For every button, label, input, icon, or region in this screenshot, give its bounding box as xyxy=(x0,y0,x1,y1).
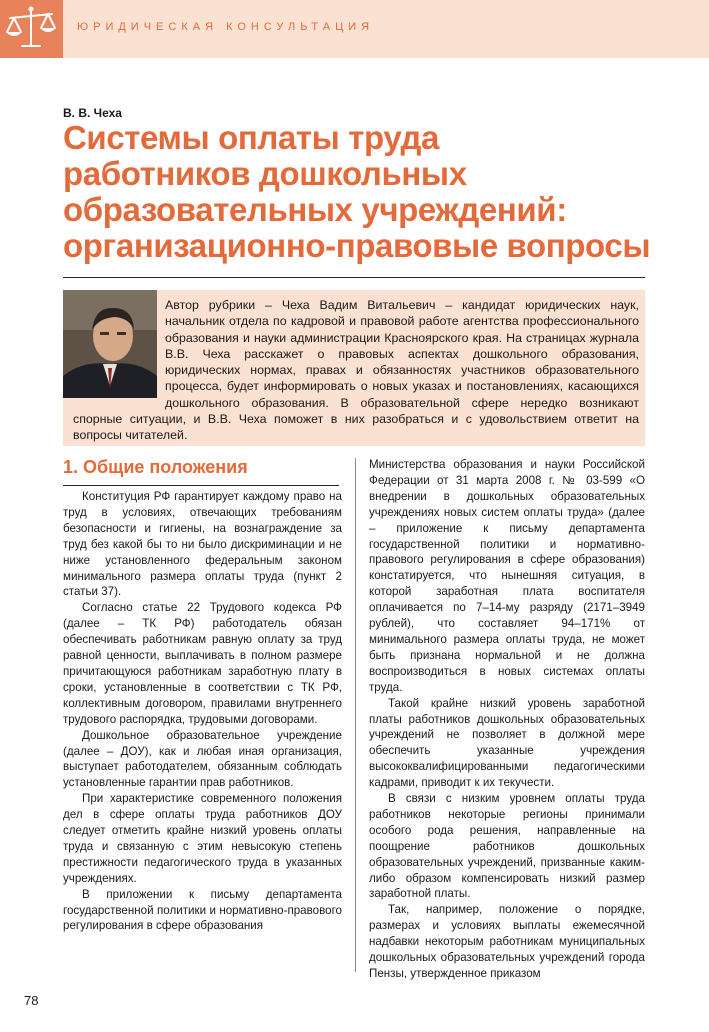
title-line: организационно-правовые вопросы xyxy=(63,227,651,264)
body-paragraph: В приложении к письму департамента государственной политики и нормативно-правового регулирования в сфере образования xyxy=(63,887,342,933)
body-paragraph: Согласно статье 22 Трудового кодекса РФ (далее – ТК РФ) работодатель обязан обеспечивать работникам равную оплату за труд равной ценности, выплачивать в полном размере причитающуюся работникам заработную плату в сроки, установленные в соответствии с ТК РФ, коллективным договором, правилами внутреннего трудового распорядка, трудовыми договорами. xyxy=(63,601,342,726)
author-name: В. В. Чеха xyxy=(63,106,122,120)
intro-text xyxy=(73,297,639,444)
right-column xyxy=(369,457,645,982)
body-paragraph: При характеристике современного положения дел в сфере оплаты труда работников ДОУ следует отметить крайне низкий уровень оплаты труда и связанную с этим невысокую степень престижности педагогического труда в указанных учреждениях. xyxy=(63,792,342,885)
body-paragraph: Конституция РФ гарантирует каждому право на труд в условиях, отвечающих требованиям безопасности и гигиены, на вознаграждение за труд без какой бы то ни было дискриминации и не ниже установленного федеральным законом минимального размера оплаты труда (пункт 2 статьи 37). xyxy=(63,490,342,599)
body-paragraph: В связи с низким уровнем оплаты труда работников некоторые регионы принимали особого рода решения, направленные на поощрение работников дошкольных образовательных учреждений, призванные каким-либо образом компенсировать низкий размер заработной платы. xyxy=(369,792,645,901)
section-label: ЮРИДИЧЕСКАЯ КОНСУЛЬТАЦИЯ xyxy=(77,21,375,33)
photo-spacer xyxy=(63,290,157,398)
body-paragraph: Министерства образования и науки Российской Федерации от 31 марта 2008 г. № 03-599 «О внедрении в дошкольных образовательных учреждениях новых систем оплаты труда» (далее – приложение к письму департамента государственной политики и нормативно-правового регулирования в сфере образования) констатируется, что нынешняя ситуация, в которой заработная плата воспитателя оплачивается по 7–14-му разряду (2171–3949 рублей), что составляет 94–171% от минимального размера оплаты труда, не может быть признана нормальной и не должна воспроизводиться в новых системах оплаты труда. xyxy=(369,458,645,694)
page-number: 78 xyxy=(24,993,39,1008)
body-paragraph: Такой крайне низкий уровень заработной платы работников дошкольных образовательных учреждений не позволяет в должной мере обеспечить указанные учреждения высококвалифицированными педагогическими кадрами, приводит к их текучести. xyxy=(369,696,645,790)
section-heading: 1. Общие положения xyxy=(63,457,248,477)
title-line: образовательных учреждений: xyxy=(63,191,567,228)
header-logo xyxy=(0,0,63,58)
header-band xyxy=(0,0,709,58)
column-divider xyxy=(355,458,356,972)
left-column xyxy=(63,489,342,934)
body-paragraph: Так, например, положение о порядке, размерах и условиях выплаты ежемесячной надбавки некоторым работникам муниципальных дошкольных образовательных учреждений города Пензы, утвержденное приказом xyxy=(369,903,645,980)
scales-icon xyxy=(0,0,63,58)
heading-divider xyxy=(63,485,339,486)
article-title xyxy=(63,120,663,264)
intro-paragraph: Автор рубрики – Чеха Вадим Витальевич – кандидат юридических наук, начальник отдела по кадровой и правовой работе агентства профессионального образования и науки администрации Красноярского края. На страницах журнала В.В. Чеха расскажет о правовых аспектах дошкольного образования, юридических нормах, правах и обязанностях участников образовательного процесса, будет информировать о новых указах и постановлениях, касающихся дошкольного образования. В образовательной сфере нередко возникают спорные ситуации, и В.В. Чеха поможет в них разобраться и с удовольствием ответит на вопросы читателей. xyxy=(73,298,639,443)
body-paragraph: Дошкольное образовательное учреждение (далее – ДОУ), как и любая иная организация, выступает работодателем, обязанным соблюдать установленные гарантии прав работников. xyxy=(63,728,342,790)
title-divider xyxy=(63,277,645,278)
title-line: работников дошкольных xyxy=(63,155,467,192)
title-line: Системы оплаты труда xyxy=(63,119,439,156)
